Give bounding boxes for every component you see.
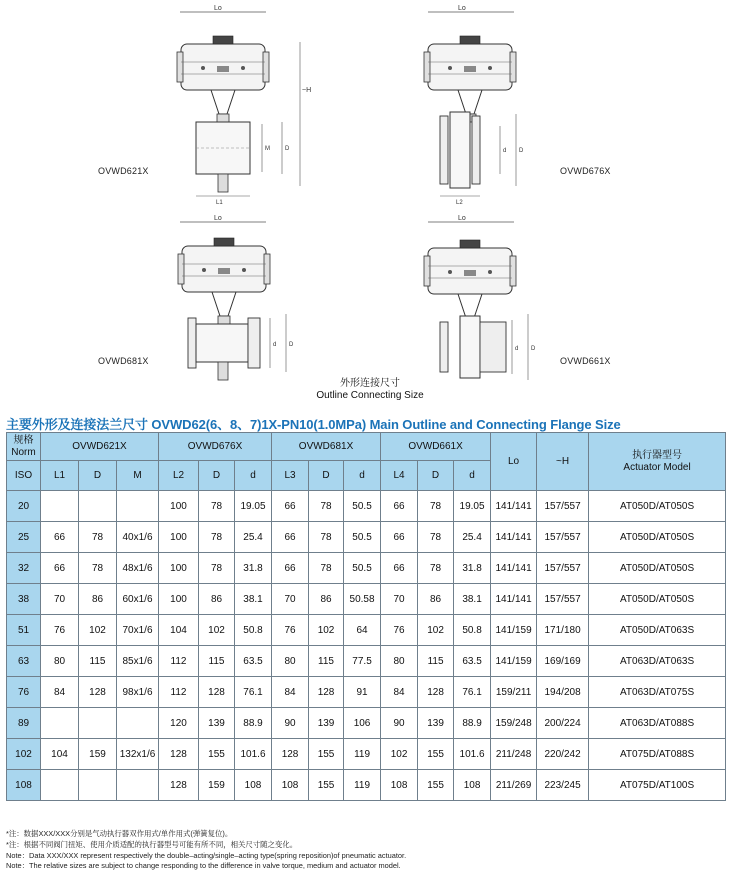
table-cell: 60x1/6 <box>117 584 159 615</box>
table-cell: 64 <box>344 615 381 646</box>
table-cell: 159/211 <box>491 677 537 708</box>
svg-text:L2: L2 <box>456 200 463 206</box>
table-cell: 86 <box>418 584 454 615</box>
table-cell: 119 <box>344 739 381 770</box>
iso-cell: 89 <box>7 708 41 739</box>
table-cell: 141/159 <box>491 615 537 646</box>
header-norm-en: Norm <box>11 446 36 458</box>
table-cell: 155 <box>199 739 235 770</box>
table-cell: 63.5 <box>454 646 491 677</box>
iso-cell: 102 <box>7 739 41 770</box>
table-cell: 128 <box>272 739 309 770</box>
table-cell: 78 <box>79 553 117 584</box>
table-cell: 66 <box>381 491 418 522</box>
table-cell: 78 <box>418 553 454 584</box>
table-cell: 115 <box>199 646 235 677</box>
actuator-cell: AT063D/AT063S <box>589 646 726 677</box>
table-cell: 77.5 <box>344 646 381 677</box>
svg-text:~H: ~H <box>302 87 312 94</box>
table-cell: 155 <box>309 770 344 801</box>
actuator-cell: AT050D/AT050S <box>589 522 726 553</box>
table-cell: 66 <box>272 491 309 522</box>
table-cell: 40x1/6 <box>117 522 159 553</box>
table-cell: 50.8 <box>235 615 272 646</box>
svg-text:D: D <box>285 146 290 152</box>
table-cell: 141/141 <box>491 522 537 553</box>
iso-cell: 76 <box>7 677 41 708</box>
table-cell: 159/248 <box>491 708 537 739</box>
table-cell: 132x1/6 <box>117 739 159 770</box>
table-cell: 66 <box>381 553 418 584</box>
table-cell: 50.5 <box>344 553 381 584</box>
table-cell: 119 <box>344 770 381 801</box>
header-actuator-cn: 执行器型号 <box>632 449 683 461</box>
table-cell: 78 <box>199 522 235 553</box>
table-cell: 102 <box>79 615 117 646</box>
table-cell: 100 <box>159 522 199 553</box>
table-cell: 128 <box>309 677 344 708</box>
table-row <box>7 522 726 553</box>
table-cell: 85x1/6 <box>117 646 159 677</box>
header-actuator <box>589 433 726 491</box>
table-cell: 128 <box>79 677 117 708</box>
table-cell <box>41 770 79 801</box>
label-ovwd681x: OVWD681X <box>98 356 149 366</box>
table-cell: 76 <box>41 615 79 646</box>
table-row <box>7 646 726 677</box>
table-cell: 78 <box>418 522 454 553</box>
table-cell: 102 <box>418 615 454 646</box>
table-cell: 86 <box>309 584 344 615</box>
actuator-cell: AT050D/AT050S <box>589 584 726 615</box>
table-cell: 102 <box>309 615 344 646</box>
table-cell: 91 <box>344 677 381 708</box>
table-row <box>7 677 726 708</box>
table-cell: 128 <box>418 677 454 708</box>
table-cell: 38.1 <box>454 584 491 615</box>
table-cell: 78 <box>79 522 117 553</box>
table-cell: 159 <box>199 770 235 801</box>
table-cell: 38.1 <box>235 584 272 615</box>
header-group-661: OVWD661X <box>381 433 491 461</box>
svg-text:M: M <box>265 146 270 152</box>
header-actuator-en: Actuator Model <box>623 461 691 473</box>
table-row <box>7 584 726 615</box>
table-cell: 100 <box>159 553 199 584</box>
table-cell <box>79 770 117 801</box>
table-cell <box>117 770 159 801</box>
svg-text:L1: L1 <box>216 200 223 206</box>
table-cell: 139 <box>199 708 235 739</box>
table-cell: 112 <box>159 677 199 708</box>
table-row <box>7 491 726 522</box>
table-cell: 86 <box>79 584 117 615</box>
table-cell: 128 <box>159 770 199 801</box>
table-cell: 86 <box>199 584 235 615</box>
svg-text:d: d <box>503 148 507 154</box>
valve-drawings <box>0 0 737 408</box>
table-cell: 66 <box>272 522 309 553</box>
table-cell: 141/141 <box>491 553 537 584</box>
table-cell: 84 <box>272 677 309 708</box>
table-cell: 223/245 <box>537 770 589 801</box>
subhead: D <box>309 461 344 491</box>
table-cell: 169/169 <box>537 646 589 677</box>
table-cell: 159 <box>79 739 117 770</box>
subhead: L3 <box>272 461 309 491</box>
header-norm-cn: 规格 <box>13 434 34 446</box>
table-cell: 90 <box>272 708 309 739</box>
svg-text:Lo: Lo <box>458 215 466 222</box>
table-cell: 115 <box>418 646 454 677</box>
table-cell: 128 <box>199 677 235 708</box>
table-cell: 157/557 <box>537 584 589 615</box>
table-cell: 50.5 <box>344 522 381 553</box>
table-cell: 78 <box>309 553 344 584</box>
table-row <box>7 615 726 646</box>
table-cell: 84 <box>41 677 79 708</box>
drawing-ovwd661x <box>424 215 536 380</box>
subhead: d <box>454 461 491 491</box>
table-row <box>7 770 726 801</box>
header-norm <box>7 433 41 461</box>
table-cell: 76 <box>381 615 418 646</box>
table-cell <box>41 491 79 522</box>
table-cell: 78 <box>199 553 235 584</box>
svg-text:D: D <box>289 342 294 348</box>
table-cell <box>79 708 117 739</box>
note-1: *注：数据XXX/XXX分别是气动执行器双作用式/单作用式(弹簧复位)。 <box>6 829 233 838</box>
svg-text:Lo: Lo <box>458 5 466 12</box>
header-iso: ISO <box>7 461 41 491</box>
drawing-ovwd681x <box>178 215 294 380</box>
table-cell: 76.1 <box>454 677 491 708</box>
table-cell <box>41 708 79 739</box>
svg-text:d: d <box>515 346 519 352</box>
actuator-cell: AT050D/AT050S <box>589 491 726 522</box>
subhead: L4 <box>381 461 418 491</box>
table-cell: 108 <box>381 770 418 801</box>
header-group-681: OVWD681X <box>272 433 381 461</box>
table-cell: 108 <box>272 770 309 801</box>
table-cell: 48x1/6 <box>117 553 159 584</box>
subhead: L1 <box>41 461 79 491</box>
table-cell: 66 <box>41 522 79 553</box>
table-cell: 31.8 <box>454 553 491 584</box>
header-group-621: OVWD621X <box>41 433 159 461</box>
iso-cell: 108 <box>7 770 41 801</box>
table-cell: 139 <box>418 708 454 739</box>
note-4: Note：The relative sizes are subject to change responding to the difference in valve torque, medium and actuator model. <box>6 861 401 871</box>
table-cell: 80 <box>272 646 309 677</box>
table-row <box>7 708 726 739</box>
table-cell: 88.9 <box>454 708 491 739</box>
caption-cn: 外形连接尺寸 <box>340 378 400 389</box>
spec-table <box>6 432 726 801</box>
table-cell: 70x1/6 <box>117 615 159 646</box>
table-cell: 98x1/6 <box>117 677 159 708</box>
table-cell: 78 <box>418 491 454 522</box>
table-cell: 102 <box>381 739 418 770</box>
table-cell <box>117 491 159 522</box>
table-cell: 139 <box>309 708 344 739</box>
table-cell: 84 <box>381 677 418 708</box>
iso-cell: 38 <box>7 584 41 615</box>
header-h: ~H <box>537 433 589 491</box>
table-cell: 76 <box>272 615 309 646</box>
table-cell: 155 <box>418 739 454 770</box>
actuator-cell: AT063D/AT075S <box>589 677 726 708</box>
svg-text:D: D <box>531 346 536 352</box>
table-cell: 101.6 <box>235 739 272 770</box>
table-cell: 100 <box>159 491 199 522</box>
label-ovwd621x: OVWD621X <box>98 166 149 176</box>
dim-lo-1: Lo <box>214 5 222 12</box>
table-cell: 19.05 <box>235 491 272 522</box>
table-cell: 101.6 <box>454 739 491 770</box>
subhead: D <box>199 461 235 491</box>
table-cell: 88.9 <box>235 708 272 739</box>
table-cell: 171/180 <box>537 615 589 646</box>
table-cell: 19.05 <box>454 491 491 522</box>
table-cell: 108 <box>235 770 272 801</box>
subhead: M <box>117 461 159 491</box>
svg-text:d: d <box>273 342 277 348</box>
table-cell: 108 <box>454 770 491 801</box>
table-cell: 155 <box>418 770 454 801</box>
table-cell: 70 <box>381 584 418 615</box>
subhead: d <box>235 461 272 491</box>
table-row <box>7 739 726 770</box>
table-cell: 200/224 <box>537 708 589 739</box>
actuator-cell: AT050D/AT050S <box>589 553 726 584</box>
table-cell: 100 <box>159 584 199 615</box>
table-cell: 220/242 <box>537 739 589 770</box>
table-cell: 115 <box>309 646 344 677</box>
table-cell: 78 <box>199 491 235 522</box>
table-cell: 157/557 <box>537 491 589 522</box>
table-row <box>7 553 726 584</box>
table-cell: 70 <box>41 584 79 615</box>
table-cell: 106 <box>344 708 381 739</box>
subhead: D <box>418 461 454 491</box>
label-ovwd661x: OVWD661X <box>560 356 611 366</box>
subhead: L2 <box>159 461 199 491</box>
table-cell: 104 <box>159 615 199 646</box>
table-cell: 31.8 <box>235 553 272 584</box>
actuator-cell: AT075D/AT100S <box>589 770 726 801</box>
actuator-cell: AT050D/AT063S <box>589 615 726 646</box>
table-cell: 211/248 <box>491 739 537 770</box>
table-cell: 66 <box>381 522 418 553</box>
actuator-cell: AT063D/AT088S <box>589 708 726 739</box>
actuator-cell: AT075D/AT088S <box>589 739 726 770</box>
table-cell: 78 <box>309 491 344 522</box>
svg-text:D: D <box>519 148 524 154</box>
table-cell: 50.58 <box>344 584 381 615</box>
table-cell: 50.5 <box>344 491 381 522</box>
table-cell: 141/159 <box>491 646 537 677</box>
table-cell: 25.4 <box>235 522 272 553</box>
header-lo: Lo <box>491 433 537 491</box>
table-cell: 141/141 <box>491 584 537 615</box>
table-cell: 76.1 <box>235 677 272 708</box>
table-cell <box>79 491 117 522</box>
table-cell: 80 <box>381 646 418 677</box>
table-cell: 63.5 <box>235 646 272 677</box>
caption-en: Outline Connecting Size <box>316 390 424 401</box>
drawing-ovwd621x <box>177 5 311 206</box>
note-3: Note：Data XXX/XXX represent respectively the double–acting/single–acting type(spring reposition)of pneumatic actuator. <box>6 850 407 860</box>
iso-cell: 63 <box>7 646 41 677</box>
iso-cell: 20 <box>7 491 41 522</box>
iso-cell: 51 <box>7 615 41 646</box>
note-2: *注：根据不同阀门扭矩、使用介质适配的执行器型号可能有所不同，相关尺寸随之变化。 <box>6 839 298 849</box>
subhead: d <box>344 461 381 491</box>
header-group-676: OVWD676X <box>159 433 272 461</box>
table-cell: 155 <box>309 739 344 770</box>
table-cell: 128 <box>159 739 199 770</box>
table-cell: 50.8 <box>454 615 491 646</box>
table-cell <box>117 708 159 739</box>
table-cell: 211/269 <box>491 770 537 801</box>
table-cell: 157/557 <box>537 522 589 553</box>
table-cell: 120 <box>159 708 199 739</box>
table-cell: 194/208 <box>537 677 589 708</box>
table-cell: 80 <box>41 646 79 677</box>
table-cell: 90 <box>381 708 418 739</box>
table-title: 主要外形及连接法兰尺寸 OVWD62(6、8、7)1X-PN10(1.0MPa) Main Outline and Connecting Flange Size <box>6 417 621 432</box>
table-cell: 66 <box>41 553 79 584</box>
iso-cell: 32 <box>7 553 41 584</box>
table-cell: 66 <box>272 553 309 584</box>
table-cell: 141/141 <box>491 491 537 522</box>
drawing-caption <box>300 378 440 402</box>
table-cell: 70 <box>272 584 309 615</box>
table-cell: 115 <box>79 646 117 677</box>
label-ovwd676x: OVWD676X <box>560 166 611 176</box>
notes <box>6 829 406 872</box>
table-cell: 78 <box>309 522 344 553</box>
table-cell: 102 <box>199 615 235 646</box>
table-cell: 104 <box>41 739 79 770</box>
iso-cell: 25 <box>7 522 41 553</box>
table-cell: 112 <box>159 646 199 677</box>
table-cell: 157/557 <box>537 553 589 584</box>
subhead: D <box>79 461 117 491</box>
drawing-ovwd676x <box>424 5 524 206</box>
table-cell: 25.4 <box>454 522 491 553</box>
svg-text:Lo: Lo <box>214 215 222 222</box>
